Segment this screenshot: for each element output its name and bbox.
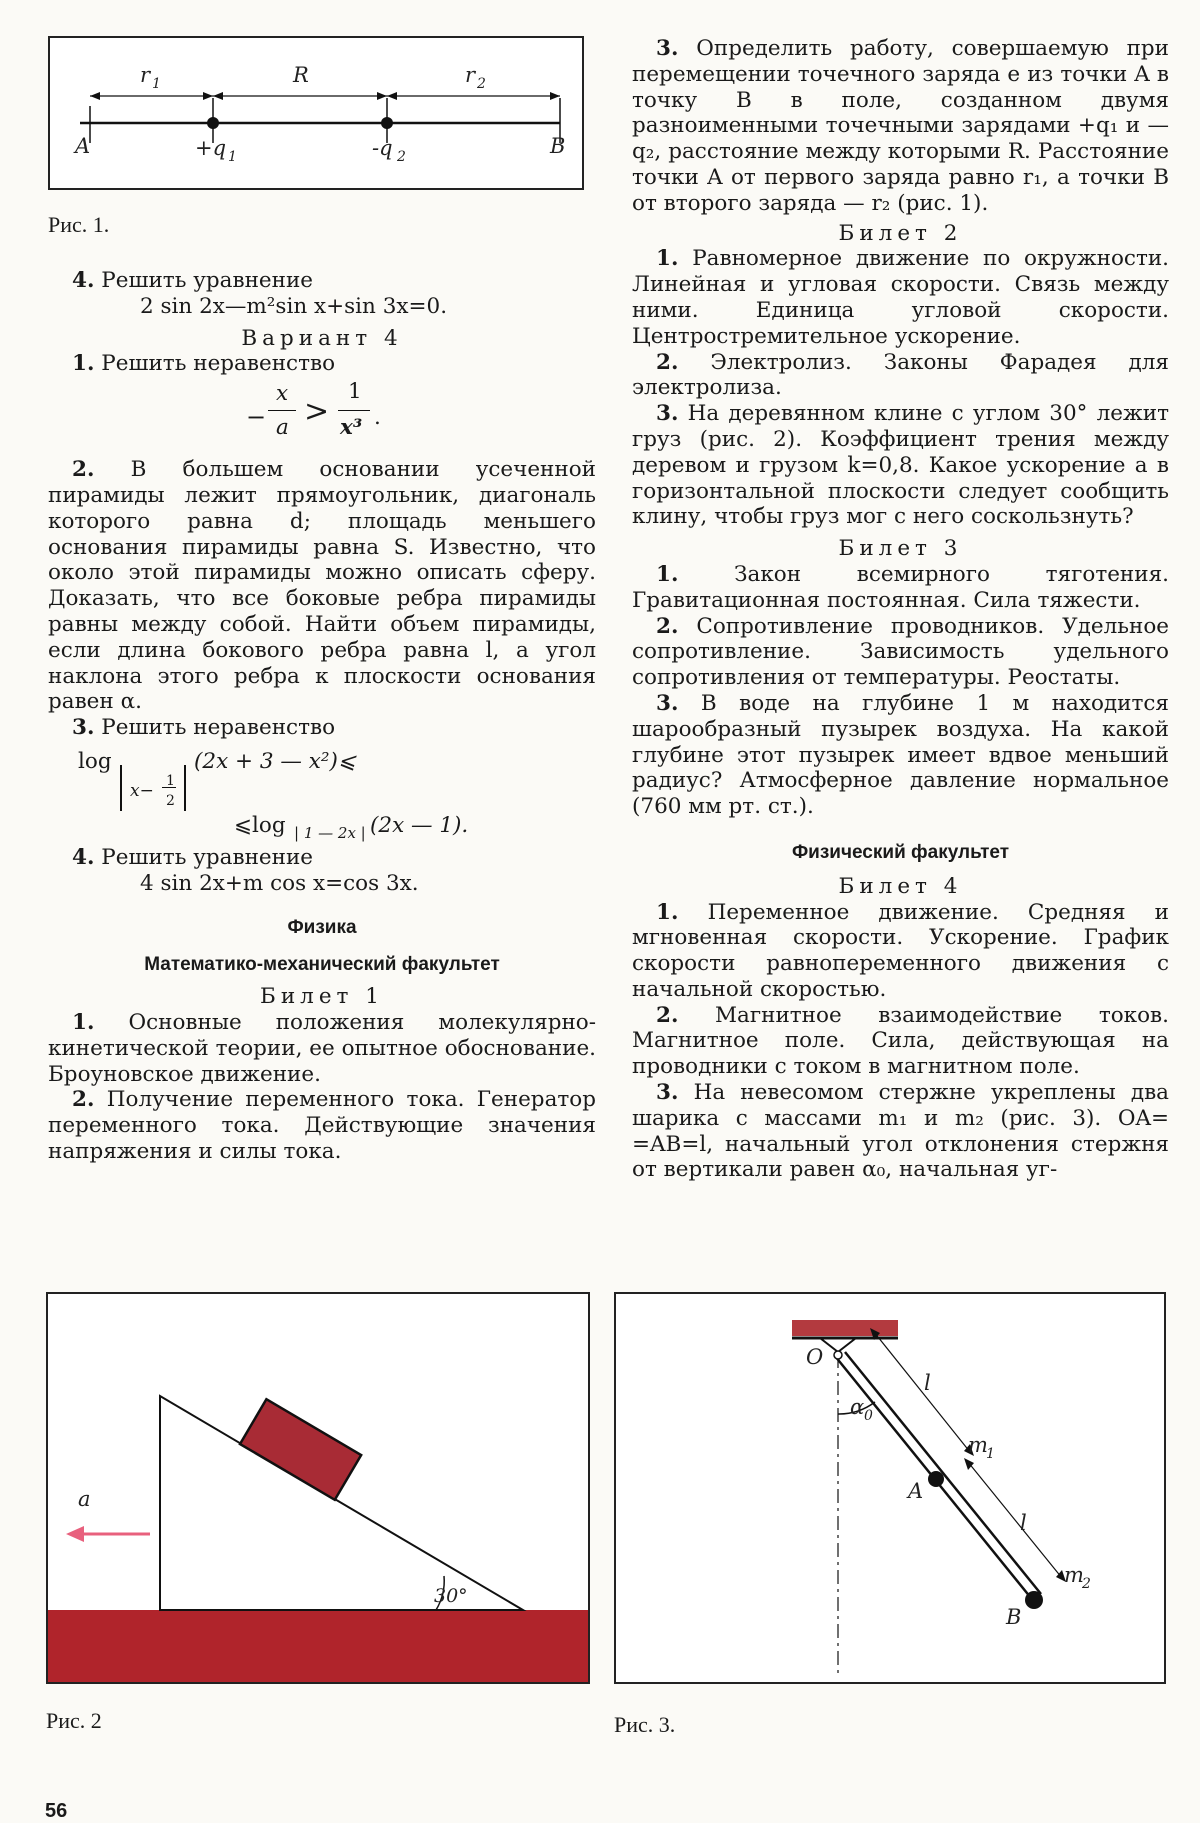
item-number: 1. (656, 561, 679, 587)
ground-surface (48, 1610, 588, 1682)
figure-2-caption: Рис. 2 (46, 1708, 102, 1733)
task-text: На деревянном клине с углом 30° лежит груз (рис. 2). Коэффициент трения между деревом и грузом k=0,8. Какое ускорение a в горизонтальной плоскости следует сообщить клину, чтобы груз мог с него соскользнуть? (632, 401, 1169, 530)
task-text: Основные положения молекулярно-кинетической теории, ее опытное обоснование. Броуновское движение. (48, 1009, 596, 1087)
label-q1-sub: 1 (228, 149, 237, 165)
label-B: B (1006, 1605, 1022, 1629)
label-m2: m (1064, 1563, 1084, 1587)
item-number: 1. (656, 246, 679, 272)
log-word: log (78, 748, 112, 774)
item-number: 3. (656, 401, 679, 427)
frac-den-a: a (276, 415, 289, 441)
ceiling-mount (792, 1320, 898, 1336)
task-text: Сопротивление проводников. Удельное сопротивление. Зависимость удельного сопротивления от температуры. Реостаты. (632, 613, 1169, 691)
equation: 4 sin 2x+m cos x=cos 3x. (140, 870, 419, 896)
figure-1-diagram (50, 38, 582, 188)
task-text: Решить неравенство (101, 351, 336, 377)
ticket-2-heading: Билет 2 (838, 220, 963, 246)
item-number: 2. (72, 457, 95, 483)
log-base-frac-den: 2 (166, 792, 175, 809)
item-number: 3. (656, 1080, 679, 1106)
label-q1: +q (195, 136, 227, 160)
log-line2: ⩽log (234, 812, 286, 838)
figure-3-caption: Рис. 3. (614, 1712, 676, 1737)
variant-4-heading: Вариант 4 (241, 325, 403, 351)
log-inequality-formula (48, 741, 596, 841)
pivot-O (834, 1351, 842, 1359)
item-number: 3. (656, 36, 679, 61)
item-number: 4. (72, 268, 95, 293)
equation: 2 sin 2x—m²sin x+sin 3x=0. (140, 293, 448, 319)
charge-q2-dot (381, 117, 393, 129)
task-text: Решить неравенство (101, 715, 336, 741)
ball-m2 (1025, 1591, 1043, 1609)
item-number: 2. (72, 1087, 95, 1113)
label-A: A (908, 1479, 924, 1503)
right-column (632, 36, 1169, 1183)
item-number: 4. (72, 844, 95, 870)
frac-num-x: x (276, 381, 289, 407)
task-text: На невесомом стержне укреплены два шарика с массами m₁ и m₂ (рис. 3). OA= =AB=l, начальный угол отклонения стержня от вертикали равен α₀, начальная уг- (632, 1080, 1169, 1183)
task-text: В воде на глубине 1 м находится шарообразный пузырек воздуха. На какой глубине этот пузырек имеет вдвое меньший радиус? Атмосферное давление нормальное (760 мм рт. ст.). (632, 690, 1169, 820)
frac-den-x3: x³ (340, 415, 363, 441)
task-text: Решить уравнение (101, 268, 314, 293)
figure-1-caption: Рис. 1. (48, 212, 110, 237)
item-number: 1. (72, 1009, 95, 1035)
label-l-lower: l (1020, 1511, 1027, 1535)
acceleration-label: a (78, 1487, 91, 1511)
task-text: Электролиз. Законы Фарадея для электролиза. (632, 349, 1169, 401)
log-line2-argument: (2x — 1). (370, 812, 469, 838)
angle-label: 30° (434, 1585, 468, 1607)
label-r1-sub: 1 (152, 76, 161, 92)
item-number: 3. (656, 690, 679, 716)
item-number: 2. (656, 1002, 679, 1028)
page-number: 56 (45, 1800, 68, 1822)
task-text: В большем основании усеченной пирамиды лежит прямоугольник, диагональ которого равна d; площадь меньшего основания пирамиды равна S. Известно, что около этой пирамиды можно описать сферу. Доказать, что все боковые ребра пирамиды равны между собой. Найти объем пирамиды, если длина бокового ребра равна l, а угол наклона этого ребра к плоскости основания равен α. (48, 457, 596, 715)
task-text: Переменное движение. Средняя и мгновенная скорости. Ускорение. График скорости равнопеременного движения с начальной скоростью. (632, 899, 1170, 1002)
label-l-upper: l (924, 1371, 931, 1395)
label-r1: r (140, 63, 151, 87)
label-O: O (806, 1345, 824, 1369)
item-number: 3. (72, 715, 95, 741)
label-alpha: α (850, 1395, 865, 1419)
ticket-4-heading: Билет 4 (838, 873, 963, 899)
phys-faculty-heading: Физический факультет (791, 841, 1010, 863)
task-text: Равномерное движение по окружности. Линейная и угловая скорости. Связь между ними. Единица угловой скорости. Центростремительное ускорение. (632, 246, 1169, 349)
gt-sign: > (304, 394, 330, 430)
task-text: Магнитное взаимодействие токов. Магнитное поле. Сила, действующая на проводники с током в магнитном поле. (632, 1002, 1169, 1080)
label-B: B (550, 134, 566, 158)
ticket-1-heading: Билет 1 (260, 984, 384, 1010)
wedge (160, 1396, 523, 1610)
task-text: Решить уравнение (101, 844, 314, 870)
item-number: 1. (72, 351, 95, 377)
charge-q1-dot (207, 117, 219, 129)
figure-3-diagram (616, 1294, 1164, 1682)
log-base-x: x− (130, 780, 154, 801)
log-line2-base: | 1 — 2x | (294, 823, 366, 842)
label-A: A (75, 134, 91, 158)
frac-num-1: 1 (348, 379, 362, 405)
left-column (48, 268, 596, 1165)
item-number: 2. (656, 613, 679, 639)
task-text: Закон всемирного тяготения. Гравитационная постоянная. Сила тяжести. (632, 561, 1169, 613)
figure-3 (614, 1292, 1166, 1684)
label-r2-sub: 2 (477, 76, 486, 92)
label-m1: m (968, 1433, 988, 1457)
label-q2: -q (372, 136, 393, 160)
label-m1-sub: 1 (986, 1446, 995, 1462)
label-R: R (293, 63, 309, 87)
item-number: 2. (656, 349, 679, 375)
task-text: Определить работу, совершаемую при перемещении точечного заряда e из точки A в точку B в поле, созданном двумя разноименными точечными зарядами +q₁ и —q₂, расстояние между которыми R. Расстояние точки A от первого заряда равно r₁, а точки B от второго заряда — r₂ (рис. 1). (632, 36, 1169, 216)
figure-1 (48, 36, 584, 190)
period: . (374, 405, 381, 431)
figure-2 (46, 1292, 590, 1684)
acceleration-arrow-head (66, 1526, 84, 1542)
ball-m1 (928, 1471, 944, 1487)
label-alpha-sub: 0 (864, 1408, 873, 1424)
log-base-frac-num: 1 (166, 772, 175, 789)
item-number: 1. (656, 899, 679, 925)
figure-2-diagram (48, 1294, 588, 1682)
log-argument: (2x + 3 — x²)⩽ (194, 748, 356, 774)
label-q2-sub: 2 (397, 149, 406, 165)
label-m2-sub: 2 (1082, 1576, 1091, 1592)
task-text: Получение переменного тока. Генератор переменного тока. Действующие значения напряжения и силы тока. (48, 1087, 596, 1164)
minus-sign: − (246, 403, 267, 432)
faculty-heading: Математико-механический факультет (144, 954, 500, 976)
ticket-3-heading: Билет 3 (838, 536, 963, 562)
section-physics: Физика (287, 916, 357, 938)
label-r2: r (465, 63, 476, 87)
inequality-formula (48, 379, 596, 455)
